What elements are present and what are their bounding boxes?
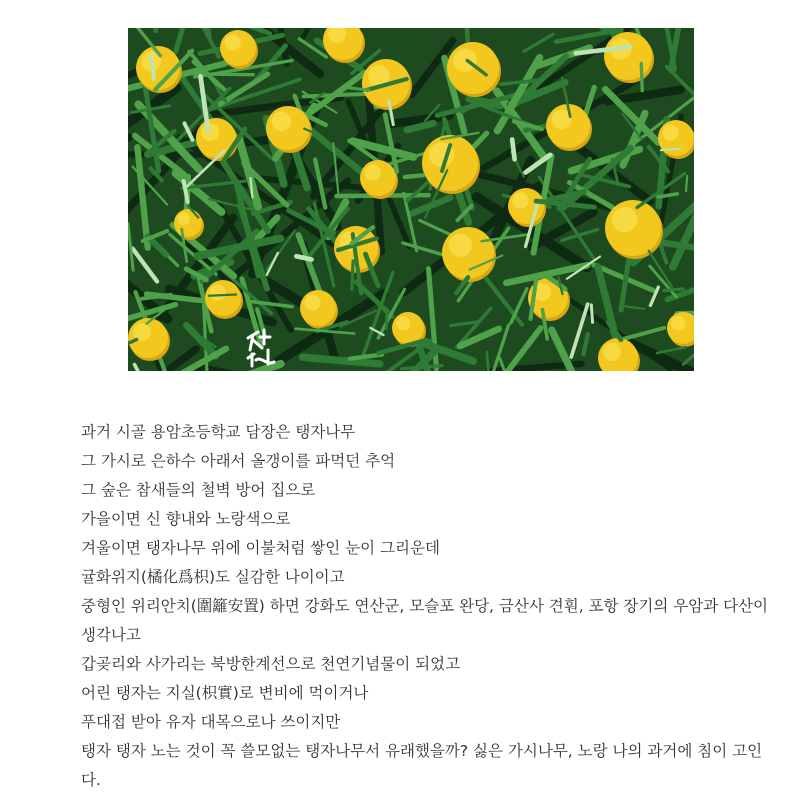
thorn: [641, 64, 642, 91]
poem-line: 겨울이면 탱자나무 위에 이불처럼 쌓인 눈이 그리운데: [81, 539, 440, 557]
poem-line: 그 숲은 참새들의 철벽 방어 집으로: [81, 481, 316, 499]
poem-line: 어린 탱자는 지실(枳實)로 변비에 먹이거나: [81, 684, 369, 702]
poem-text: [81, 418, 771, 795]
poem-line: 귤화위지(橘化爲枳)도 실감한 나이이고: [81, 568, 345, 586]
poem-line: 탱자 탱자 노는 것이 꼭 쓸모없는 탱자나무서 유래했을까? 싫은 가시나무, 노랑 나의 과거에 침이 고인다.: [81, 742, 763, 789]
poem-line: 과거 시골 용암초등학교 담장은 탱자나무: [81, 423, 356, 441]
poem-line: 중형인 위리안치(圍籬安置) 하면 강화도 연산군, 모슬포 완당, 금산사 견훤, 포항 장기의 우암과 다산이 생각나고: [81, 597, 769, 644]
thorn: [352, 261, 353, 289]
thorn: [664, 289, 683, 291]
thorn: [209, 295, 236, 296]
thorn: [151, 56, 154, 79]
trifoliate-orange-painting: [128, 28, 694, 371]
painting-canvas: [128, 28, 694, 371]
thorn: [512, 139, 514, 159]
thorn: [386, 313, 387, 329]
poem-line: 갑곶리와 사가리는 북방한계선으로 천연기념물이 되었고: [81, 655, 461, 673]
thorn: [686, 176, 687, 191]
poem-line: 그 가시로 은하수 아래서 올갱이를 파먹던 추억: [81, 452, 396, 470]
thorn: [296, 256, 311, 259]
poem-line: 가을이면 신 향내와 노랑색으로: [81, 510, 291, 528]
poem-line: 푸대접 받아 유자 대목으로나 쓰이지만: [81, 713, 341, 731]
thorn: [591, 305, 592, 323]
thorn: [405, 175, 423, 177]
